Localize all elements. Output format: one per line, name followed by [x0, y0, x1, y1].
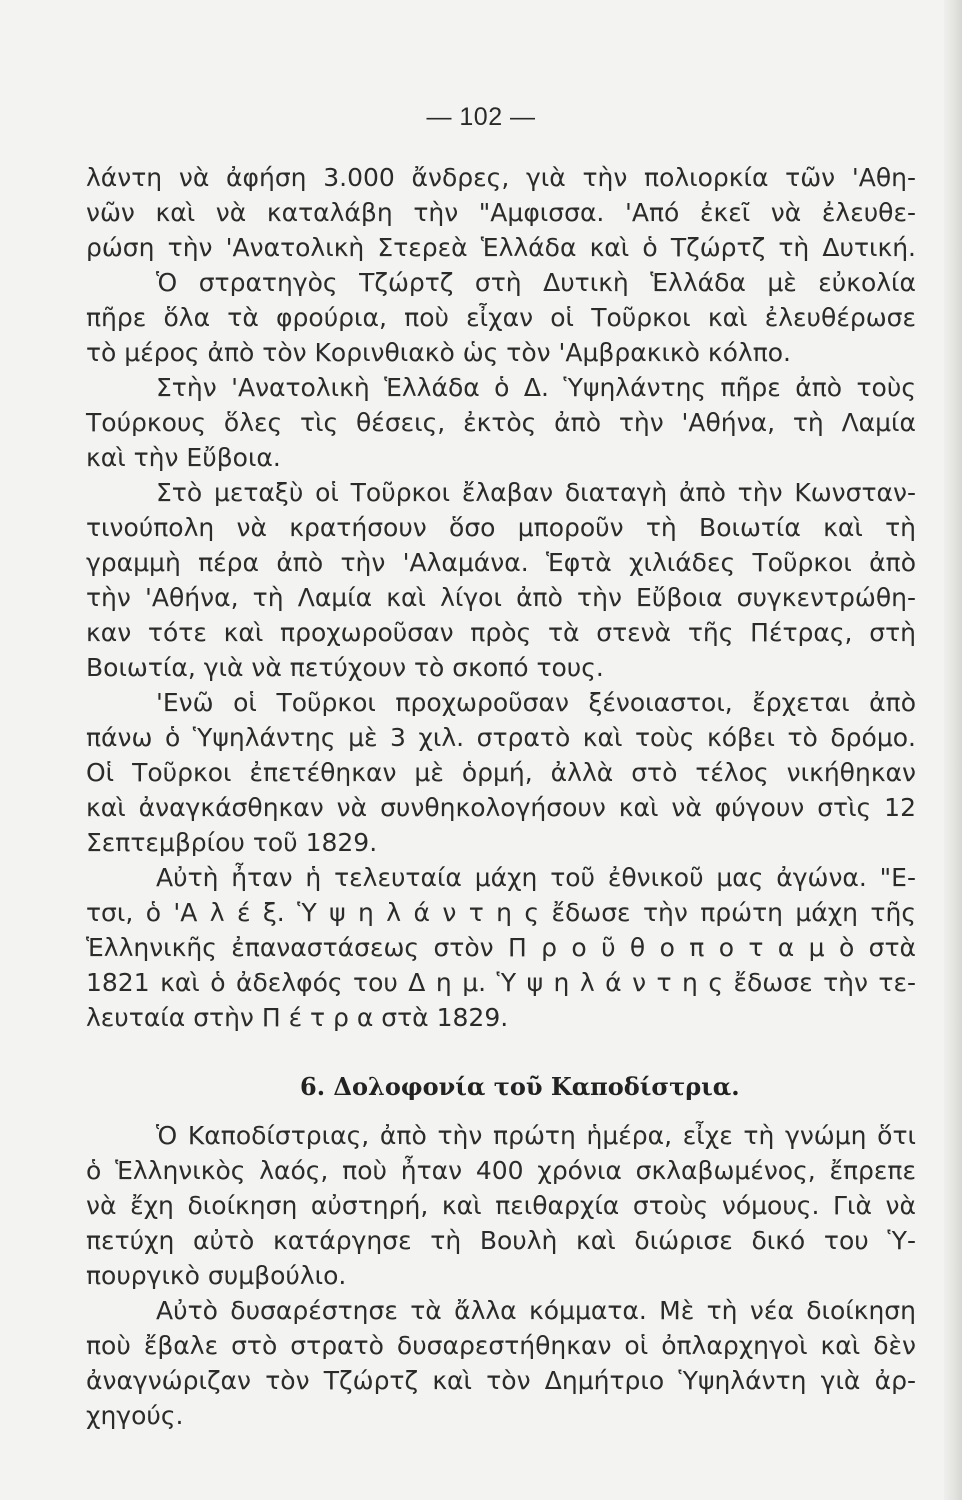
text-line: πουργικὸ συμβούλιο.	[86, 1261, 347, 1290]
paragraph-4	[86, 475, 916, 685]
paragraph-2	[86, 265, 916, 370]
section-heading: 6. Δολοφονία τοῦ Καποδίστρια.	[300, 1072, 740, 1101]
text-line: τὸ μέρος ἀπὸ τὸν Κορινθιακὸ ὡς τὸν 'Αμβρακικὸ κόλπο.	[86, 338, 792, 367]
text-line: ρώση τὴν 'Ανατολικὴ Στερεὰ Ἑλλάδα καὶ ὁ Τζώρτζ τὴ Δυτική.	[86, 233, 916, 262]
text-line: Ἑλληνικῆς ἐπαναστάσεως στὸν Π ρ ο ῦ θ ο π ο τ α μ ὸ στὰ	[86, 933, 916, 962]
paragraph-5	[86, 685, 916, 860]
text-line: καν τότε καὶ προχωροῦσαν πρὸς τὰ στενὰ τῆς Πέτρας, στὴ	[86, 618, 916, 647]
text-line: Στὸ μεταξὺ οἱ Τοῦρκοι ἔλαβαν διαταγὴ ἀπὸ τὴν Κωνσταν-	[156, 478, 916, 507]
text-line: λάντη νὰ ἀφήση 3.000 ἄνδρες, γιὰ τὴν πολιορκία τῶν 'Αθη-	[86, 163, 916, 192]
text-line: Τούρκους ὅλες τὶς θέσεις, ἐκτὸς ἀπὸ τὴν 'Αθήνα, τὴ Λαμία	[86, 408, 916, 437]
text-line: τσι, ὁ 'Α λ έ ξ. Ὑ ψ η λ ά ν τ η ς ἔδωσε τὴν πρώτη μάχη τῆς	[86, 898, 916, 927]
text-line: γραμμὴ πέρα ἀπὸ τὴν 'Αλαμάνα. Ἑφτὰ χιλιάδες Τοῦρκοι ἀπὸ	[86, 548, 916, 577]
text-line: πῆρε ὅλα τὰ φρούρια, ποὺ εἶχαν οἱ Τοῦρκοι καὶ ἐλευθέρωσε	[86, 303, 916, 332]
text-line: Στὴν 'Ανατολικὴ Ἑλλάδα ὁ Δ. Ὑψηλάντης πῆρε ἀπὸ τοὺς	[156, 373, 916, 402]
text-line: καὶ τὴν Εὔβοια.	[86, 443, 281, 472]
text-line: 1821 καὶ ὁ ἀδελφός του Δ η μ. Ὑ ψ η λ ά ν τ η ς ἔδωσε τὴν τε-	[86, 968, 916, 997]
text-line: πάνω ὁ Ὑψηλάντης μὲ 3 χιλ. στρατὸ καὶ τοὺς κόβει τὸ δρόμο.	[86, 723, 916, 752]
text-line: λευταία στὴν Π έ τ ρ α στὰ 1829.	[86, 1003, 509, 1032]
text-line: πετύχη αὐτὸ κατάργησε τὴ Βουλὴ καὶ διώρισε δικό του Ὑ-	[86, 1226, 916, 1255]
body-text	[86, 160, 916, 1433]
text-line: τινούπολη νὰ κρατήσουν ὅσο μποροῦν τὴ Βοιωτία καὶ τὴ	[86, 513, 916, 542]
text-line: νῶν καὶ νὰ καταλάβη τὴν "Αμφισσα. 'Από ἐκεῖ νὰ ἐλευθε-	[86, 198, 916, 227]
text-line: Ὁ στρατηγὸς Τζώρτζ στὴ Δυτικὴ Ἑλλάδα μὲ εὐκολία	[156, 268, 916, 297]
paragraph-6	[86, 860, 916, 1035]
paragraph-7	[86, 1118, 916, 1293]
text-line: τὴν 'Αθήνα, τὴ Λαμία καὶ λίγοι ἀπὸ τὴν Εὔβοια συγκεντρώθη-	[86, 583, 916, 612]
text-line: Αὐτὴ ἦταν ἡ τελευταία μάχη τοῦ ἐθνικοῦ μας ἀγώνα. "Ε-	[156, 863, 916, 892]
text-line: ἀναγνώριζαν τὸν Τζώρτζ καὶ τὸν Δημήτριο Ὑψηλάντη γιὰ ἀρ-	[86, 1366, 916, 1395]
text-line: χηγούς.	[86, 1401, 184, 1430]
text-line: καὶ ἀναγκάσθηκαν νὰ συνθηκολογήσουν καὶ νὰ φύγουν στὶς 12	[86, 793, 916, 822]
text-line: 'Ενῶ οἱ Τοῦρκοι προχωροῦσαν ξένοιαστοι, ἔρχεται ἀπὸ	[156, 688, 916, 717]
text-line: ποὺ ἔβαλε στὸ στρατὸ δυσαρεστήθηκαν οἱ ὀπλαρχηγοὶ καὶ δὲν	[86, 1331, 916, 1360]
text-line: Οἱ Τοῦρκοι ἐπετέθηκαν μὲ ὁρμή, ἀλλὰ στὸ τέλος νικήθηκαν	[86, 758, 916, 787]
paragraph-3	[86, 370, 916, 475]
text-line: Σεπτεμβρίου τοῦ 1829.	[86, 828, 378, 857]
text-line: Ὁ Καποδίστριας, ἀπὸ τὴν πρώτη ἡμέρα, εἶχε τὴ γνώμη ὅτι	[156, 1121, 916, 1150]
text-line: νὰ ἔχη διοίκηση αὐστηρή, καὶ πειθαρχία στοὺς νόμους. Γιὰ νὰ	[86, 1191, 916, 1220]
paragraph-8	[86, 1293, 916, 1433]
text-line: Αὐτὸ δυσαρέστησε τὰ ἄλλα κόμματα. Μὲ τὴ νέα διοίκηση	[156, 1296, 916, 1325]
page-number: — 102 —	[426, 103, 536, 131]
page-edge-shadow	[944, 0, 962, 1500]
text-line: ὁ Ἑλληνικὸς λαός, ποὺ ἦταν 400 χρόνια σκλαβωμένος, ἔπρεπε	[86, 1156, 916, 1185]
text-line: Βοιωτία, γιὰ νὰ πετύχουν τὸ σκοπό τους.	[86, 653, 604, 682]
paragraph-1	[86, 160, 916, 265]
